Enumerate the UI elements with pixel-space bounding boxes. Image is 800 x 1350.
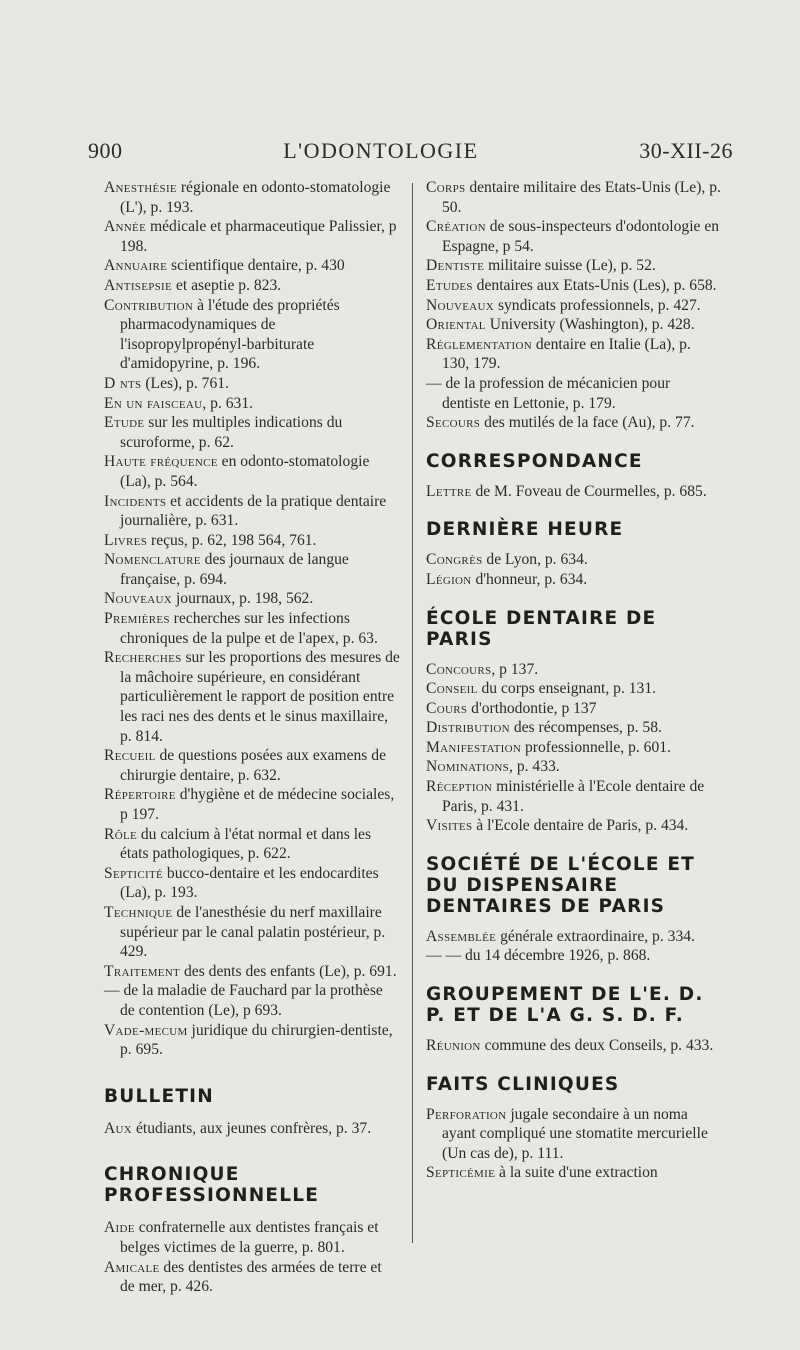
index-entry [104,1258,400,1297]
page-number: 900 [88,138,123,163]
entry-keyword: Nomenclature [104,551,201,569]
entry-text: d'honneur, p. 634. [471,570,588,588]
left-column [104,178,400,1297]
section-heading: CORRESPONDANCE [426,450,643,472]
entry-text: — de la profession de mécanicien pour dentiste en Lettonie, p. 179. [426,374,671,412]
index-entry [426,927,722,947]
entry-text: médicale et pharmaceutique Palissier, p 198. [120,218,397,255]
entry-text: militaire suisse (Le), p. 52. [484,257,656,275]
entry-text: bucco-dentaire et les endocardites (La), p. 193. [120,864,379,902]
index-entry [426,482,722,502]
index-entry [104,785,400,824]
entry-text: des dentistes des armées de terre et de mer, p. 426. [120,1258,382,1296]
index-entry [104,648,400,746]
entry-keyword: Recherches [104,649,182,667]
entry-keyword: Incidents [104,492,167,510]
entry-text: reçus, p. 62, 198 564, 761. [147,531,317,549]
entry-keyword: Réglementation [426,335,532,353]
index-entry [426,413,722,433]
entry-text: et accidents de la pratique dentaire journalière, p. 631. [120,492,387,530]
entry-text: sur les multiples indications du scuroforme, p. 62. [120,414,343,451]
entry-text: jugale secondaire à un noma ayant compliqué une stomatite mercurielle (Un cas de), p. 111. [442,1105,708,1162]
index-entry [426,374,722,413]
index-entry [104,1021,400,1060]
index-entry [426,315,722,335]
section-heading: FAITS CLINIQUES [426,1073,620,1095]
entry-text: de Lyon, p. 634. [482,551,588,569]
entry-keyword: Année [104,218,147,236]
entry-text: générale extraordinaire, p. 334. [496,927,695,945]
index-entry [104,217,400,256]
section-heading: CHRONIQUE PROFESSIONNELLE [104,1164,320,1207]
entry-keyword: Premières [104,610,170,628]
entry-text: dentaire en Italie (La), p. 130, 179. [442,335,691,373]
entry-text: d'orthodontie, p 137 [467,699,597,717]
entry-keyword: Nouveaux [426,296,495,314]
entry-keyword: Technique [104,903,173,921]
entry-text: des journaux de langue française, p. 694. [120,551,349,588]
entry-text: (Les), p. 761. [141,374,229,392]
section-heading: DERNIÈRE HEURE [426,519,624,541]
column-divider [412,183,413,1243]
entry-keyword: Etudes [426,276,473,294]
index-entry [426,178,722,217]
entry-keyword: Corps [426,179,466,196]
index-entry [104,589,400,609]
index-entry [426,699,722,719]
entry-text: juridique du chirurgien-dentiste, p. 695. [120,1021,393,1059]
index-entry [104,746,400,785]
entry-keyword: Distribution [426,719,510,737]
entry-text: en odonto-stomatologie (La), p. 564. [120,453,370,490]
index-entry [104,609,400,648]
entry-text: d'hygiène et de médecine sociales, p 197. [120,786,395,823]
index-entry [104,962,400,982]
entry-text: régionale en odonto-stomatologie (L'), p. 193. [120,179,391,216]
index-entry [426,256,722,276]
entry-keyword: Aide [104,1219,135,1237]
entry-keyword: Visites [426,817,473,835]
index-entry [426,1036,722,1056]
running-header [88,138,733,168]
entry-text: de sous-inspecteurs d'odontologie en Espagne, p 54. [442,218,720,255]
index-entry [426,335,722,374]
entry-keyword: Manifestation [426,738,522,756]
entry-text: scientifique dentaire, p. 430 [167,257,345,275]
entry-keyword: Secours [426,414,481,432]
index-entry [426,570,722,590]
entry-text: du calcium à l'état normal et dans les états pathologiques, p. 622. [120,825,372,863]
right-column [426,178,722,1183]
index-entry [426,718,722,738]
entry-text: à l'Ecole dentaire de Paris, p. 434. [472,817,689,835]
entry-text: University (Washington), p. 428. [485,316,695,334]
index-entry [104,178,400,217]
entry-keyword: D nts [104,374,142,392]
entry-text: de questions posées aux examens de chirurgie dentaire, p. 632. [120,747,386,784]
entry-keyword: Oriental [426,316,486,334]
entry-keyword: Vade-mecum [104,1021,188,1039]
entry-keyword: Anesthésie [104,179,177,196]
entry-keyword: Réunion [426,1037,481,1055]
entry-text: du corps enseignant, p. 131. [477,680,657,698]
index-entry [426,1105,722,1164]
entry-keyword: Conseil [426,680,478,698]
index-entry [426,816,722,836]
entry-keyword: Cours [426,699,468,717]
entry-keyword: Annuaire [104,257,168,275]
index-entry [104,276,400,296]
entry-keyword: Répertoire [104,786,176,804]
entry-keyword: Nouveaux [104,590,173,608]
index-entry [104,550,400,589]
entry-text: journaux, p. 198, 562. [172,590,314,608]
entry-keyword: Antisepsie [104,276,173,294]
entry-keyword: Amicale [104,1258,160,1276]
entry-text: à l'étude des propriétés pharmacodynamiques de l'isopropylpropényl-barbiturate d'amidopyrine, p. 196. [120,296,340,373]
entry-text: sur les proportions des mesures de la mâchoire supérieure, en considérant particulièrement le rapport de position entre les raci nes des dents et le sinus maxillaire, p. 814. [120,649,400,745]
entry-text: dentaires aux Etats-Unis (Les), p. 658. [472,276,717,294]
entry-text: confraternelle aux dentistes français et belges victimes de la guerre, p. 801. [120,1219,379,1256]
index-entry [104,256,400,276]
index-entry [104,296,400,374]
entry-keyword: Haute fréquence [104,453,218,471]
entry-keyword: Recueil [104,747,156,765]
journal-title: L'ODONTOLOGIE [283,138,479,163]
entry-text: — — du 14 décembre 1926, p. 868. [426,947,651,965]
section-heading: BULLETIN [104,1085,214,1107]
section-heading: GROUPEMENT DE L'E. D. P. ET DE L'A G. S. D. F. [426,984,704,1027]
entry-keyword: Septicité [104,864,164,882]
issue-date: 30-XII-26 [639,138,733,163]
index-entry [426,550,722,570]
entry-text: ministérielle à l'Ecole dentaire de Paris, p. 431. [442,778,705,815]
entry-text: de l'anesthésie du nerf maxillaire supérieur par le canal palatin postérieur, p. 429. [120,903,386,961]
index-entry [426,660,722,680]
entry-text: et aseptie p. 823. [172,276,282,294]
index-entry [104,825,400,864]
entry-keyword: Concours [426,660,492,678]
entry-text: à la suite d'une extraction [495,1164,658,1182]
entry-text: syndicats professionnels, p. 427. [494,296,701,314]
index-entry [426,217,722,256]
entry-text: des mutilés de la face (Au), p. 77. [480,414,695,432]
entry-text: étudiants, aux jeunes confrères, p. 37. [132,1119,372,1137]
entry-keyword: Lettre [426,482,472,500]
entry-text: commune des deux Conseils, p. 433. [480,1037,714,1055]
index-entry [104,1119,400,1139]
entry-text: professionnelle, p. 601. [521,738,671,756]
entry-keyword: Réception [426,778,493,796]
index-entry [426,757,722,777]
index-entry [426,679,722,699]
index-entry [426,946,722,966]
entry-keyword: Traitement [104,962,181,980]
entry-text: recherches sur les infections chroniques de la pulpe et de l'apex, p. 63. [120,610,378,647]
entry-keyword: Septicémie [426,1164,496,1182]
entry-keyword: Aux [104,1119,133,1137]
index-entry [104,903,400,962]
entry-keyword: Dentiste [426,257,485,275]
entry-keyword: Création [426,218,486,236]
index-entry [104,492,400,531]
section-heading: ÉCOLE DENTAIRE DE PARIS [426,607,657,650]
entry-keyword: Assemblée [426,927,497,945]
index-entry [426,1163,722,1183]
entry-keyword: Etude [104,414,145,432]
entry-text: dentaire militaire des Etats-Unis (Le), p. 50. [442,179,721,216]
index-entry [426,777,722,816]
entry-text: de M. Foveau de Courmelles, p. 685. [471,482,707,500]
index-entry [104,452,400,491]
entry-keyword: Contribution [104,296,194,314]
entry-text: des dents des enfants (Le), p. 691. [180,962,397,980]
index-entry [104,413,400,452]
index-entry [104,864,400,903]
index-entry [426,276,722,296]
index-entry [426,296,722,316]
index-entry [426,738,722,758]
entry-keyword: Livres [104,531,148,549]
index-entry [104,374,400,394]
entry-text: , p 137. [491,660,539,678]
index-entry [104,981,400,1020]
index-entry [104,531,400,551]
entry-text: des récompenses, p. 58. [509,719,662,737]
entry-keyword: Légion [426,570,472,588]
entry-text: — de la maladie de Fauchard par la prothèse de contention (Le), p 693. [104,982,383,1019]
entry-keyword: Rôle [104,825,137,843]
entry-keyword: Congrès [426,551,483,569]
entry-text: , p. 631. [202,394,254,412]
index-entry [104,1218,400,1257]
entry-keyword: Perforation [426,1105,507,1123]
index-entry [104,394,400,414]
section-heading: SOCIÉTÉ DE L'ÉCOLE ET DU DISPENSAIRE DENTAIRES DE PARIS [426,853,695,917]
entry-keyword: En un faisceau [104,394,203,412]
entry-text: , p. 433. [509,758,560,776]
entry-keyword: Nominations [426,758,510,776]
